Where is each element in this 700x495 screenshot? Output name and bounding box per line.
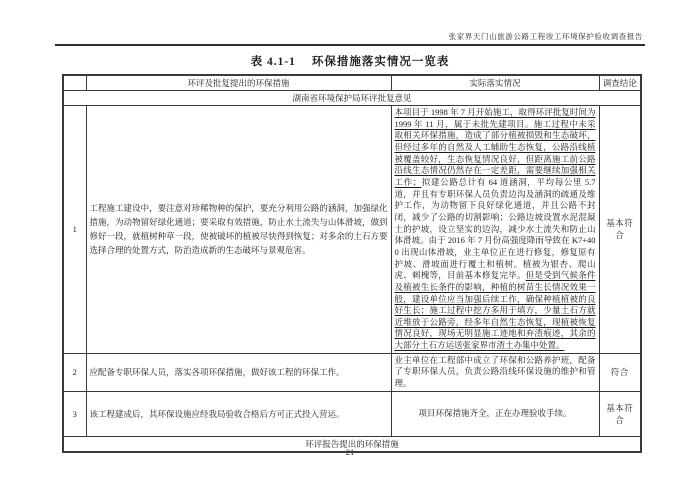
status-segment-underlined: 但是受到气候条件及植被生长条件的影响，种植的树苗生长情况效果一般，建设单位应当加强后续工作，确保种植植被的良好生长；施工过程中挖方多用于填方，少量土石方就近堆放于公路旁，经多年自然生态恢复，现植被恢复情况良好，现场无明显施工迹地和弃渣痕迹，其余的大部分土石方运送张家界市渣土办集中处置。 xyxy=(394,270,596,351)
section-header-cell: 湖南省环境保护局环评批复意见 xyxy=(63,91,641,106)
conclusion-cell: 符合 xyxy=(599,353,641,391)
status-segment: 业主单位在工程部中成立了环保和公路养护班，配备了专职环保人员，负责公路沿线环保设施的维护和管理。 xyxy=(394,354,596,389)
conclusion-cell: 基本符合 xyxy=(599,391,641,436)
status-segment: 项目环保措施齐全，正在办理验收手续。 xyxy=(418,407,572,418)
page-number: 21 xyxy=(345,447,355,457)
measure-cell: 该工程建成后，其环保设施应经我局验收合格后方可正式投入营运。 xyxy=(86,391,391,436)
row-number-cell: 3 xyxy=(63,391,86,436)
row-number-cell: 2 xyxy=(63,353,86,391)
table-row xyxy=(63,106,641,354)
status-cell xyxy=(391,391,599,436)
table-number: 表 4.1-1 xyxy=(250,56,296,68)
header-measure-cell: 环评及批复提出的环保措施 xyxy=(86,75,391,91)
status-cell xyxy=(391,353,599,391)
running-header xyxy=(55,31,643,42)
header-no-cell xyxy=(63,75,86,91)
table-caption: 环保措施落实情况一览表 xyxy=(311,56,450,68)
table-row xyxy=(63,353,641,391)
status-cell xyxy=(391,106,599,354)
measure-cell: 工程施工建设中，要注意对珍稀物种的保护，要充分利用公路的涵洞，加强绿化措施，为动物留好绿化通道；要采取有效措施，防止水土流失与山体滑坡，做到修好一段，就植树种草一段，使被破坏的植被尽快得到恢复；对多余的土石方要选择合理的处置方式，防治造成新的生态破坏与景观危害。 xyxy=(86,106,391,354)
measures-table xyxy=(62,74,642,453)
table-row xyxy=(63,391,641,436)
status-segment-underlined: 本项目于 1998 年 7 月开始施工，取得环评批复时间为 1999 年 11 月，属于未批先建项目。施工过程中未采取相关环保措施，造成了部分植被损毁和生态破坏，但经过多年的自然及人工辅助生态恢复，公路沿线植被覆盖较好，生态恢复情况良好，但距离施工前公路沿线生态情况仍然存在一定差距，需要继续加强相关工作； xyxy=(394,107,596,187)
header-conclusion-cell: 调查结论 xyxy=(599,75,641,91)
row-number-cell: 1 xyxy=(63,106,86,354)
header-status-cell: 实际落实情况 xyxy=(391,75,599,91)
table-title xyxy=(0,53,700,69)
measure-cell: 应配备专职环保人员，落实各项环保措施，做好该工程的环保工作。 xyxy=(86,353,391,391)
footer-section-cell: 环评报告提出的环保措施 xyxy=(63,436,641,452)
status-segment: 拟建公路总计有 64 道涵洞，平均每公里 5.7 道，并且有专职环保人员负责边沟及涵洞的疏通及维护工作，为动物留下良好绿化通道，并且公路不封闭，减少了公路的切割影响；公路边坡设置水泥混凝土的护坡，设立坚实的边沟，减少水土流失和防止山体滑坡。由于 2016 年 7 月份高强度降雨导致在 K7+400 出现山体滑坡，业主单位正在进行修复，修复原有护坡、滑坡面进行覆土和植树。植被为银杏、爬山虎、刺槐等，目前基本修复完毕。 xyxy=(394,176,596,281)
section-header-row xyxy=(63,91,641,106)
conclusion-cell: 基本符合 xyxy=(599,106,641,354)
report-title: 张家界天门山旅游公路工程竣工环境保护验收调查报告 xyxy=(448,32,643,41)
header-rule xyxy=(55,44,645,46)
table-header-row xyxy=(63,75,641,91)
